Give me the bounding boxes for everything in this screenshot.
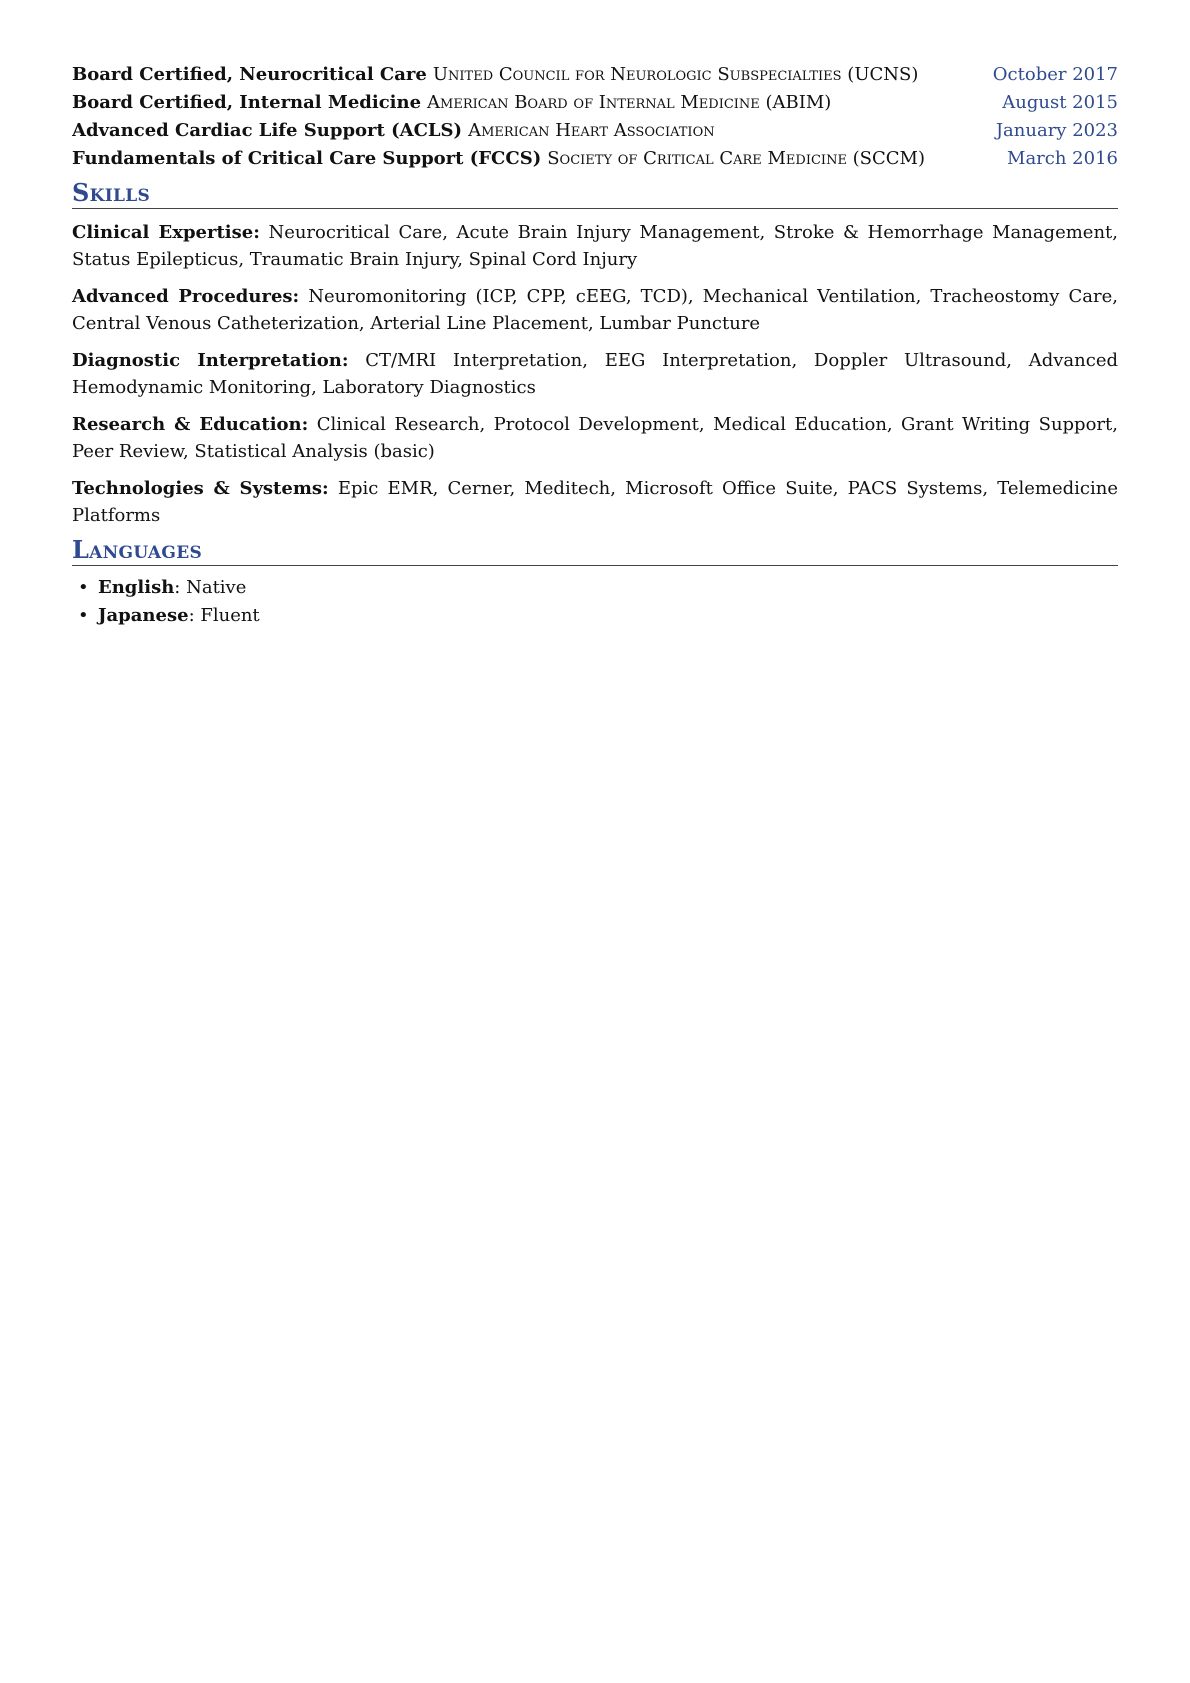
skill-category: Research & Education: xyxy=(72,414,309,435)
language-item xyxy=(72,602,1118,630)
language-name: English xyxy=(98,577,175,598)
skill-row xyxy=(72,411,1118,465)
certification-issuer: American Board of Internal Medicine (ABIM) xyxy=(427,92,832,113)
skill-row xyxy=(72,475,1118,529)
certification-row xyxy=(72,64,1118,92)
certification-row xyxy=(72,92,1118,120)
language-level: : Fluent xyxy=(188,605,260,626)
skill-row xyxy=(72,283,1118,337)
skill-category: Diagnostic Interpretation: xyxy=(72,350,349,371)
certification-date: August 2015 xyxy=(1002,92,1118,113)
certification-name: Board Certified, Neurocritical Care xyxy=(72,64,427,85)
skill-category: Technologies & Systems: xyxy=(72,478,329,499)
languages-heading: Languages xyxy=(72,535,1118,566)
certification-name: Fundamentals of Critical Care Support (FCCS) xyxy=(72,148,542,169)
skills-heading: Skills xyxy=(72,178,1118,209)
skills-section xyxy=(72,178,1118,529)
skill-category: Clinical Expertise: xyxy=(72,222,260,243)
skill-text: Neurocritical Care, Acute Brain Injury Management, Stroke & Hemorrhage Management, Status Epilepticus, Traumatic Brain Injury, Spinal Cord Injury xyxy=(72,222,1118,270)
skill-text: Neuromonitoring (ICP, CPP, cEEG, TCD), Mechanical Ventilation, Tracheostomy Care, Central Venous Catheterization, Arterial Line Placement, Lumbar Puncture xyxy=(72,286,1118,334)
skill-text: Epic EMR, Cerner, Meditech, Microsoft Office Suite, PACS Systems, Telemedicine Platforms xyxy=(72,478,1118,526)
certification-name: Advanced Cardiac Life Support (ACLS) xyxy=(72,120,463,141)
bullet-icon: • xyxy=(78,577,89,598)
language-name: Japanese xyxy=(98,605,189,626)
certification-issuer: American Heart Association xyxy=(468,120,715,141)
certification-row xyxy=(72,148,1118,176)
certification-date: March 2016 xyxy=(1007,148,1118,169)
skill-text: Clinical Research, Protocol Development, Medical Education, Grant Writing Support, Peer Review, Statistical Analysis (basic) xyxy=(72,414,1118,462)
language-item xyxy=(72,574,1118,602)
certifications-list xyxy=(72,64,1118,176)
language-level: : Native xyxy=(174,577,247,598)
certification-date: January 2023 xyxy=(995,120,1118,141)
skill-row xyxy=(72,219,1118,273)
certification-date: October 2017 xyxy=(992,64,1118,85)
languages-section xyxy=(72,535,1118,630)
certification-row xyxy=(72,120,1118,148)
resume-page xyxy=(72,64,1118,630)
skill-text: CT/MRI Interpretation, EEG Interpretation, Doppler Ultrasound, Advanced Hemodynamic Monitoring, Laboratory Diagnostics xyxy=(72,350,1118,398)
certification-issuer: United Council for Neurologic Subspecialties (UCNS) xyxy=(432,64,919,85)
certification-issuer: Society of Critical Care Medicine (SCCM) xyxy=(547,148,926,169)
skill-category: Advanced Procedures: xyxy=(72,286,300,307)
bullet-icon: • xyxy=(78,605,89,626)
languages-list xyxy=(72,574,1118,630)
certification-name: Board Certified, Internal Medicine xyxy=(72,92,422,113)
skill-row xyxy=(72,347,1118,401)
